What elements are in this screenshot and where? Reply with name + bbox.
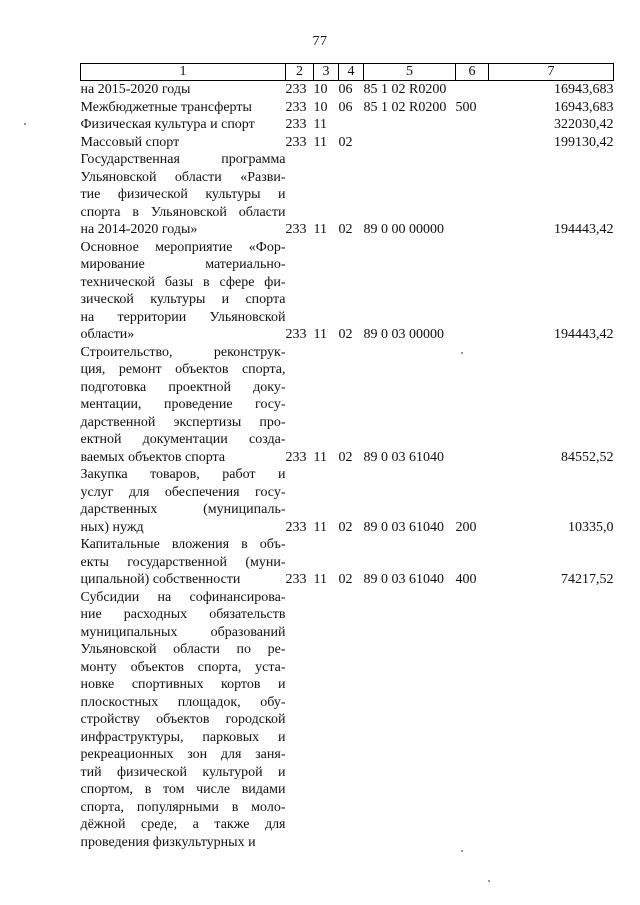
subsection-code: 02 xyxy=(338,134,353,150)
table-header-row xyxy=(81,64,614,81)
expense-type-code xyxy=(456,81,489,99)
row-name-line: технической базы в сфере фи- xyxy=(80,274,286,290)
amount: 194443,42 xyxy=(554,327,614,342)
scan-speck xyxy=(461,352,463,354)
target-article-code: 89 0 00 00000 xyxy=(363,222,444,237)
amount: 194443,42 xyxy=(554,222,614,237)
subsection-code xyxy=(339,589,364,852)
row-name-line: Ульяновской области по ре- xyxy=(80,642,286,657)
row-name-line: ваемых объектов спорта xyxy=(80,449,226,465)
section-code: 11 xyxy=(313,117,327,132)
row-name xyxy=(81,536,286,589)
row-name-line: спорта, популярными в моло- xyxy=(80,799,286,815)
section-code: 10 xyxy=(313,82,328,97)
row-name-line: подготовка проектной доку- xyxy=(80,379,286,395)
section-code: 11 xyxy=(313,572,327,587)
target-article-code: 89 0 03 00000 xyxy=(363,327,444,342)
admin-code: 233 xyxy=(285,99,307,115)
row-name xyxy=(81,134,286,152)
target-article-code: 89 0 03 61040 xyxy=(363,519,444,535)
row-name xyxy=(81,151,286,239)
section-code: 11 xyxy=(313,222,327,237)
row-name-line: на 2014-2020 годы» xyxy=(80,222,198,237)
admin-code: 233 xyxy=(285,222,307,237)
row-name-line: новке спортивных кортов и xyxy=(80,677,286,692)
section-code: 11 xyxy=(313,327,327,342)
row-name-line: Ульяновской области «Разви- xyxy=(80,169,286,185)
column-header: 6 xyxy=(456,64,489,81)
amount: 10335,0 xyxy=(568,519,614,535)
row-name xyxy=(81,239,286,344)
row-name-line: Государственная программа xyxy=(80,152,286,167)
column-header: 4 xyxy=(339,64,364,81)
table-row xyxy=(81,116,614,134)
table-row xyxy=(81,99,614,117)
expense-type-code xyxy=(456,589,489,852)
row-name-line: ципальной) собственности xyxy=(80,572,241,587)
page-number: 77 xyxy=(312,34,328,49)
row-name-line: мирование материально- xyxy=(80,257,286,272)
column-header: 1 xyxy=(81,64,286,81)
subsection-code: 02 xyxy=(338,222,353,237)
row-name-line: тие физической культуры и xyxy=(80,187,286,202)
subsection-code: 02 xyxy=(338,572,353,587)
row-name xyxy=(81,344,286,467)
row-name xyxy=(81,116,286,134)
row-name-line: дарственной экспертизы про- xyxy=(80,414,286,430)
expense-type-code xyxy=(456,151,489,239)
table-row xyxy=(81,536,614,589)
row-name-line: Субсидии на софинансирова- xyxy=(80,589,286,605)
table-row xyxy=(81,239,614,344)
section-code: 11 xyxy=(313,519,327,535)
target-article-code xyxy=(364,116,456,134)
admin-code xyxy=(286,589,314,852)
row-name xyxy=(81,466,286,536)
row-name-line: на 2015-2020 годы xyxy=(80,82,191,97)
row-name-line: зической культуры и спорта xyxy=(80,292,286,307)
admin-code: 233 xyxy=(285,117,307,132)
expense-type-code: 200 xyxy=(455,519,477,535)
target-article-code: 89 0 03 61040 xyxy=(363,449,444,465)
column-header: 7 xyxy=(489,64,614,81)
row-name-line: ние расходных обязательств xyxy=(80,607,286,622)
row-name-line: ция, ремонт объектов спорта, xyxy=(80,362,286,377)
row-name-line: Основное мероприятие «Фор- xyxy=(80,239,286,255)
target-article-code: 89 0 03 61040 xyxy=(363,572,444,587)
amount xyxy=(489,589,614,852)
subsection-code xyxy=(339,116,364,134)
row-name-line: ных) нужд xyxy=(80,519,144,535)
row-name xyxy=(81,81,286,99)
row-name-line: стройству объектов городской xyxy=(80,712,286,727)
admin-code: 233 xyxy=(285,449,307,465)
row-name-line: спортом, в том числе видами xyxy=(80,782,286,797)
amount: 84552,52 xyxy=(561,449,614,465)
amount: 199130,42 xyxy=(554,134,614,150)
subsection-code: 06 xyxy=(338,82,353,97)
subsection-code: 06 xyxy=(338,99,353,115)
row-name-line: дарственных (муниципаль- xyxy=(80,502,286,517)
row-name-line: тий физической культурой и xyxy=(80,764,286,780)
row-name-line: Закупка товаров, работ и xyxy=(80,467,286,482)
expense-type-code: 400 xyxy=(455,572,477,587)
expense-type-code xyxy=(456,239,489,344)
row-name-line: Строительство, реконструк- xyxy=(80,344,286,360)
row-name-line: монту объектов спорта, уста- xyxy=(80,659,286,675)
scan-speck xyxy=(24,123,26,125)
row-name-line: ектной документации созда- xyxy=(80,432,286,447)
row-name-line: дёжной среде, а также для xyxy=(80,817,286,832)
target-article-code: 85 1 02 R0200 xyxy=(363,82,447,97)
table-row xyxy=(81,134,614,152)
row-name-line: области» xyxy=(80,327,135,342)
table-row xyxy=(81,589,614,852)
amount: 74217,52 xyxy=(561,572,614,587)
admin-code: 233 xyxy=(285,82,307,97)
row-name-line: на территории Ульяновской xyxy=(80,309,286,325)
row-name-line: муниципальных образований xyxy=(80,624,286,640)
row-name-line: услуг для обеспечения госу- xyxy=(80,484,286,500)
row-name-line: екты государственной (муни- xyxy=(80,554,286,570)
row-name-line: спорта в Ульяновской области xyxy=(80,204,286,220)
target-article-code xyxy=(364,134,456,152)
row-name-line: проведения физкультурных и xyxy=(80,834,256,850)
row-name-line: Капитальные вложения в объ- xyxy=(80,537,286,552)
scan-speck xyxy=(461,850,463,852)
admin-code: 233 xyxy=(285,134,307,150)
row-name xyxy=(81,589,286,852)
section-code: 11 xyxy=(313,134,327,150)
row-name-line: Физическая культура и спорт xyxy=(80,117,255,132)
row-name-line: инфраструктуры, парковых и xyxy=(80,729,286,745)
subsection-code: 02 xyxy=(338,449,353,465)
row-name xyxy=(81,99,286,117)
admin-code: 233 xyxy=(285,327,307,342)
section-code xyxy=(314,589,339,852)
target-article-code xyxy=(364,589,456,852)
column-header: 3 xyxy=(314,64,339,81)
scan-speck xyxy=(488,880,490,882)
subsection-code: 02 xyxy=(338,327,353,342)
column-header: 2 xyxy=(286,64,314,81)
admin-code: 233 xyxy=(285,519,307,535)
budget-table xyxy=(80,63,614,851)
row-name-line: ментации, проведение госу- xyxy=(80,397,286,412)
table-row xyxy=(81,151,614,239)
column-header: 5 xyxy=(364,64,456,81)
table-row xyxy=(81,466,614,536)
table-row xyxy=(81,81,614,99)
table-row xyxy=(81,344,614,467)
row-name-line: рекреационных зон для заня- xyxy=(80,747,286,762)
section-code: 10 xyxy=(313,99,328,115)
expense-type-code xyxy=(456,134,489,152)
admin-code: 233 xyxy=(285,572,307,587)
section-code: 11 xyxy=(313,449,327,465)
target-article-code: 85 1 02 R0200 xyxy=(363,99,447,115)
expense-type-code xyxy=(456,116,489,134)
row-name-line: Массовый спорт xyxy=(80,134,180,150)
amount: 322030,42 xyxy=(554,117,614,132)
amount: 16943,683 xyxy=(554,82,614,97)
expense-type-code: 500 xyxy=(455,99,477,115)
amount: 16943,683 xyxy=(554,99,614,115)
expense-type-code xyxy=(456,344,489,467)
subsection-code: 02 xyxy=(338,519,353,535)
row-name-line: Межбюджетные трансферты xyxy=(80,99,252,115)
row-name-line: плоскостных площадок, обу- xyxy=(80,694,286,710)
